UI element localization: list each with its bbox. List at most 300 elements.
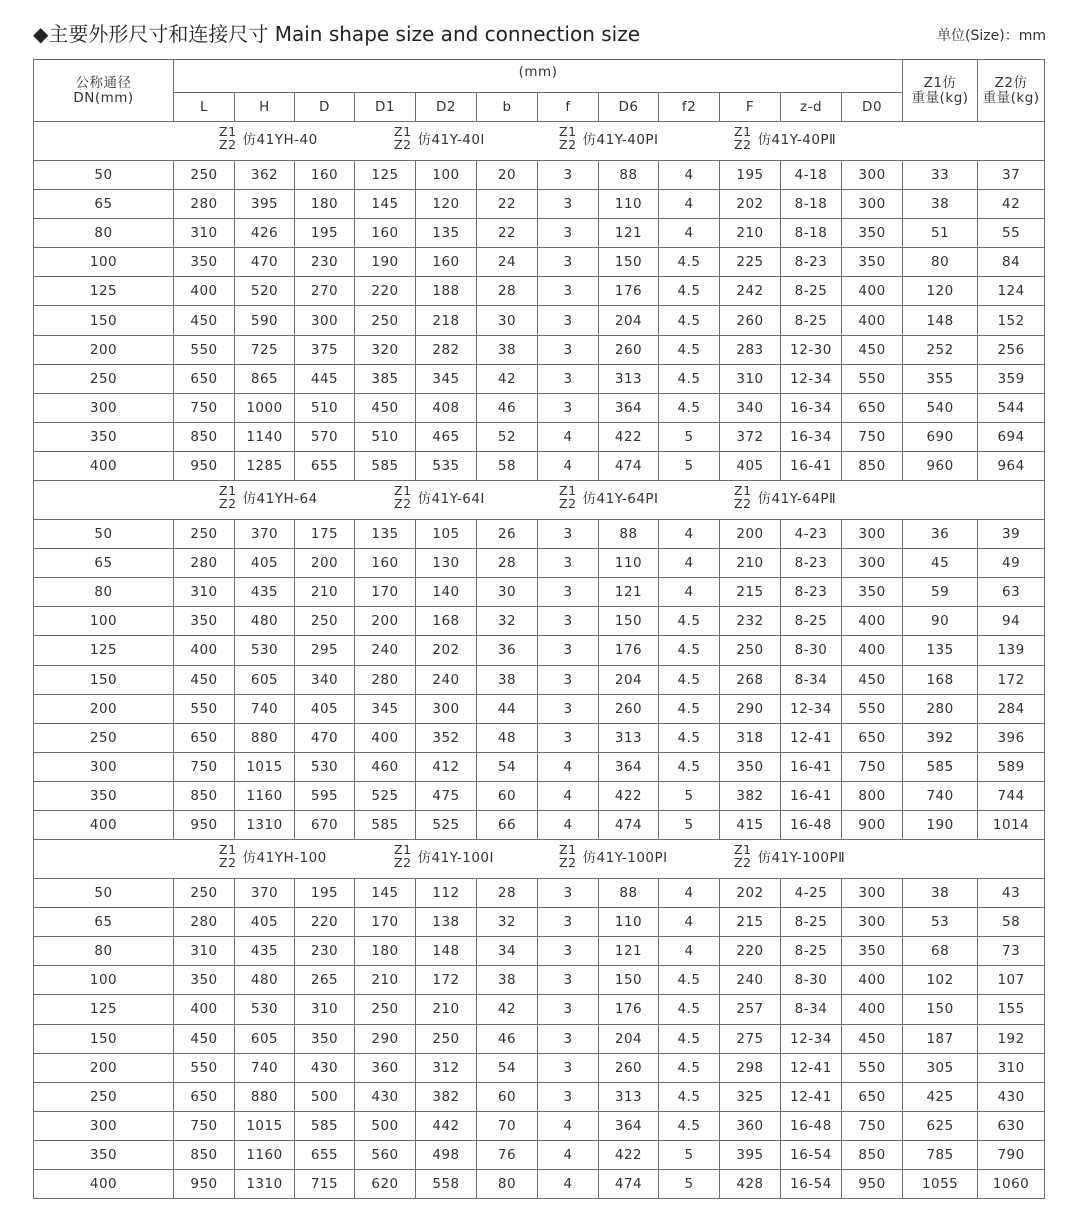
table-cell: 880 — [235, 1082, 295, 1111]
table-cell: 240 — [416, 665, 477, 694]
column-header: L — [174, 93, 235, 122]
table-cell: 3 — [538, 219, 599, 248]
table-cell: 16-54 — [781, 1140, 842, 1169]
table-cell: 430 — [355, 1082, 416, 1111]
table-cell: 5 — [659, 810, 720, 839]
table-cell: 28 — [477, 879, 538, 908]
table-cell: 60 — [477, 781, 538, 810]
table-cell: 32 — [477, 607, 538, 636]
dn-cell: 200 — [34, 694, 174, 723]
table-cell: 964 — [978, 451, 1045, 480]
table-row — [34, 277, 1045, 306]
table-cell: 250 — [355, 306, 416, 335]
table-cell: 60 — [477, 1082, 538, 1111]
table-cell: 605 — [235, 1024, 295, 1053]
model-label — [734, 843, 845, 869]
table-cell: 54 — [477, 1053, 538, 1082]
table-cell: 202 — [720, 190, 781, 219]
table-cell: 76 — [477, 1140, 538, 1169]
table-cell: 510 — [295, 393, 355, 422]
table-row — [34, 190, 1045, 219]
model-variant-stack — [559, 484, 577, 510]
table-cell: 950 — [174, 451, 235, 480]
model-variant-stack — [219, 843, 237, 869]
table-cell: 66 — [477, 810, 538, 839]
table-cell: 300 — [842, 161, 903, 190]
table-cell: 3 — [538, 1082, 599, 1111]
table-cell: 5 — [659, 451, 720, 480]
table-cell: 3 — [538, 549, 599, 578]
table-cell: 310 — [174, 578, 235, 607]
table-cell: 550 — [842, 694, 903, 723]
table-cell: 740 — [235, 694, 295, 723]
table-cell: 8-34 — [781, 995, 842, 1024]
table-cell: 535 — [416, 451, 477, 480]
table-cell: 295 — [295, 636, 355, 665]
table-cell: 16-34 — [781, 393, 842, 422]
dn-cell: 50 — [34, 879, 174, 908]
model-name: 仿41YH-64 — [242, 491, 318, 508]
table-cell: 364 — [599, 752, 659, 781]
unit-label: 单位(Size)：mm — [937, 28, 1046, 44]
table-cell: 5 — [659, 1170, 720, 1199]
table-cell: 88 — [599, 161, 659, 190]
model-z2: Z2 — [559, 496, 577, 512]
table-cell: 175 — [295, 520, 355, 549]
table-cell: 3 — [538, 966, 599, 995]
table-cell: 430 — [295, 1053, 355, 1082]
table-cell: 3 — [538, 335, 599, 364]
table-cell: 188 — [416, 277, 477, 306]
table-cell: 30 — [477, 306, 538, 335]
table-cell: 8-23 — [781, 248, 842, 277]
table-cell: 300 — [416, 694, 477, 723]
table-cell: 400 — [842, 277, 903, 306]
table-cell: 121 — [599, 937, 659, 966]
dn-cell: 250 — [34, 723, 174, 752]
table-cell: 280 — [174, 549, 235, 578]
column-header: D6 — [599, 93, 659, 122]
model-name: 仿41Y-64I — [417, 491, 485, 508]
table-cell: 350 — [174, 966, 235, 995]
table-cell: 232 — [720, 607, 781, 636]
table-cell: 1310 — [235, 810, 295, 839]
dn-cell: 100 — [34, 248, 174, 277]
table-cell: 4.5 — [659, 1053, 720, 1082]
table-cell: 350 — [842, 219, 903, 248]
table-cell: 345 — [355, 694, 416, 723]
table-cell: 744 — [978, 781, 1045, 810]
table-row — [34, 161, 1045, 190]
model-variant-stack — [394, 484, 412, 510]
table-cell: 450 — [174, 1024, 235, 1053]
table-cell: 318 — [720, 723, 781, 752]
table-cell: 415 — [720, 810, 781, 839]
table-cell: 260 — [599, 335, 659, 364]
table-cell: 280 — [174, 190, 235, 219]
table-cell: 265 — [295, 966, 355, 995]
model-label — [394, 843, 494, 869]
table-cell: 585 — [355, 810, 416, 839]
table-cell: 100 — [416, 161, 477, 190]
table-cell: 312 — [416, 1053, 477, 1082]
model-z2: Z2 — [219, 855, 237, 871]
model-label — [559, 843, 668, 869]
dn-cell: 300 — [34, 1111, 174, 1140]
table-cell: 350 — [842, 248, 903, 277]
table-cell: 121 — [599, 219, 659, 248]
column-header: z-d — [781, 93, 842, 122]
table-cell: 215 — [720, 908, 781, 937]
table-cell: 8-30 — [781, 966, 842, 995]
table-cell: 250 — [174, 520, 235, 549]
model-z2: Z2 — [559, 137, 577, 152]
table-cell: 284 — [978, 694, 1045, 723]
table-cell: 408 — [416, 393, 477, 422]
table-cell: 105 — [416, 520, 477, 549]
model-label — [219, 125, 318, 151]
table-cell: 204 — [599, 306, 659, 335]
table-cell: 400 — [174, 636, 235, 665]
model-z2: Z2 — [219, 137, 237, 152]
table-cell: 465 — [416, 422, 477, 451]
table-cell: 460 — [355, 752, 416, 781]
table-cell: 16-34 — [781, 422, 842, 451]
table-row — [34, 520, 1045, 549]
table-cell: 430 — [978, 1082, 1045, 1111]
table-cell: 558 — [416, 1170, 477, 1199]
model-label — [734, 484, 836, 510]
table-cell: 4 — [659, 549, 720, 578]
table-cell: 38 — [477, 966, 538, 995]
table-cell: 405 — [235, 549, 295, 578]
column-header: D2 — [416, 93, 477, 122]
model-name: 仿41Y-64PⅡ — [757, 491, 837, 508]
table-cell: 30 — [477, 578, 538, 607]
table-cell: 313 — [599, 364, 659, 393]
table-cell: 8-25 — [781, 306, 842, 335]
dn-cell: 250 — [34, 364, 174, 393]
dn-cell: 65 — [34, 549, 174, 578]
dn-cell: 80 — [34, 219, 174, 248]
table-cell: 450 — [174, 665, 235, 694]
table-cell: 3 — [538, 277, 599, 306]
table-cell: 46 — [477, 393, 538, 422]
dn-cell: 50 — [34, 520, 174, 549]
model-variant-stack — [559, 843, 577, 869]
table-cell: 168 — [903, 665, 978, 694]
table-cell: 450 — [174, 306, 235, 335]
table-cell: 138 — [416, 908, 477, 937]
table-cell: 4.5 — [659, 277, 720, 306]
table-cell: 650 — [174, 1082, 235, 1111]
table-cell: 28 — [477, 277, 538, 306]
table-cell: 24 — [477, 248, 538, 277]
table-cell: 650 — [174, 723, 235, 752]
table-cell: 38 — [477, 665, 538, 694]
table-cell: 300 — [842, 520, 903, 549]
table-cell: 160 — [416, 248, 477, 277]
table-cell: 190 — [903, 810, 978, 839]
table-cell: 12-34 — [781, 1024, 842, 1053]
table-cell: 22 — [477, 190, 538, 219]
table-row — [34, 578, 1045, 607]
dn-header-line1: 公称通径 — [75, 74, 132, 91]
table-cell: 44 — [477, 694, 538, 723]
table-cell: 300 — [842, 190, 903, 219]
table-cell: 310 — [174, 219, 235, 248]
table-cell: 176 — [599, 636, 659, 665]
table-cell: 400 — [174, 995, 235, 1024]
table-cell: 422 — [599, 422, 659, 451]
model-label — [219, 484, 318, 510]
table-cell: 450 — [355, 393, 416, 422]
table-cell: 1055 — [903, 1170, 978, 1199]
table-cell: 525 — [355, 781, 416, 810]
table-cell: 1310 — [235, 1170, 295, 1199]
header-row-columns — [34, 93, 1045, 122]
table-row — [34, 937, 1045, 966]
table-cell: 405 — [295, 694, 355, 723]
table-cell: 120 — [903, 277, 978, 306]
table-cell: 4 — [659, 879, 720, 908]
table-cell: 270 — [295, 277, 355, 306]
table-cell: 110 — [599, 190, 659, 219]
table-cell: 880 — [235, 723, 295, 752]
table-cell: 204 — [599, 1024, 659, 1053]
table-cell: 550 — [842, 364, 903, 393]
model-z2: Z2 — [734, 137, 752, 152]
table-cell: 45 — [903, 549, 978, 578]
table-cell: 3 — [538, 393, 599, 422]
table-cell: 202 — [720, 879, 781, 908]
table-cell: 4-23 — [781, 520, 842, 549]
table-cell: 4 — [659, 219, 720, 248]
table-cell: 585 — [903, 752, 978, 781]
table-cell: 3 — [538, 1024, 599, 1053]
table-cell: 8-18 — [781, 190, 842, 219]
table-cell: 215 — [720, 578, 781, 607]
table-cell: 5 — [659, 422, 720, 451]
table-cell: 950 — [174, 810, 235, 839]
table-row — [34, 422, 1045, 451]
model-z1: Z1 — [394, 483, 412, 499]
table-cell: 740 — [235, 1053, 295, 1082]
table-cell: 257 — [720, 995, 781, 1024]
table-cell: 4 — [659, 190, 720, 219]
column-header: H — [235, 93, 295, 122]
table-cell: 170 — [355, 578, 416, 607]
table-cell: 359 — [978, 364, 1045, 393]
table-cell: 225 — [720, 248, 781, 277]
table-cell: 4.5 — [659, 636, 720, 665]
model-variant-stack — [394, 843, 412, 869]
table-cell: 540 — [903, 393, 978, 422]
table-cell: 4 — [538, 810, 599, 839]
table-cell: 395 — [720, 1140, 781, 1169]
table-cell: 145 — [355, 879, 416, 908]
dn-cell: 300 — [34, 752, 174, 781]
table-cell: 362 — [235, 161, 295, 190]
table-cell: 12-34 — [781, 694, 842, 723]
table-cell: 5 — [659, 1140, 720, 1169]
table-cell: 70 — [477, 1111, 538, 1140]
table-cell: 1000 — [235, 393, 295, 422]
table-cell: 445 — [295, 364, 355, 393]
table-cell: 170 — [355, 908, 416, 937]
table-cell: 39 — [978, 520, 1045, 549]
table-cell: 3 — [538, 520, 599, 549]
table-cell: 694 — [978, 422, 1045, 451]
table-cell: 690 — [903, 422, 978, 451]
table-cell: 58 — [978, 908, 1045, 937]
table-cell: 110 — [599, 908, 659, 937]
table-cell: 16-41 — [781, 451, 842, 480]
table-row — [34, 219, 1045, 248]
table-cell: 850 — [174, 1140, 235, 1169]
table-cell: 300 — [842, 908, 903, 937]
table-cell: 8-25 — [781, 908, 842, 937]
table-row — [34, 335, 1045, 364]
table-cell: 4 — [659, 578, 720, 607]
table-cell: 12-41 — [781, 1082, 842, 1111]
table-cell: 1160 — [235, 781, 295, 810]
table-row — [34, 810, 1045, 839]
table-cell: 313 — [599, 1082, 659, 1111]
table-cell: 1014 — [978, 810, 1045, 839]
table-cell: 230 — [295, 248, 355, 277]
table-cell: 425 — [903, 1082, 978, 1111]
table-cell: 1015 — [235, 1111, 295, 1140]
table-cell: 80 — [903, 248, 978, 277]
table-cell: 20 — [477, 161, 538, 190]
model-variant-stack — [734, 484, 752, 510]
table-cell: 290 — [720, 694, 781, 723]
table-cell: 300 — [295, 306, 355, 335]
model-variant-stack — [734, 125, 752, 151]
table-cell: 1015 — [235, 752, 295, 781]
table-cell: 3 — [538, 937, 599, 966]
model-z1: Z1 — [394, 124, 412, 139]
model-z1: Z1 — [394, 842, 412, 858]
table-cell: 180 — [355, 937, 416, 966]
table-cell: 73 — [978, 937, 1045, 966]
z2-weight-header — [978, 60, 1045, 122]
table-cell: 442 — [416, 1111, 477, 1140]
table-cell: 4.5 — [659, 995, 720, 1024]
table-cell: 4.5 — [659, 306, 720, 335]
table-cell: 396 — [978, 723, 1045, 752]
table-cell: 750 — [174, 1111, 235, 1140]
table-cell: 300 — [842, 549, 903, 578]
table-cell: 450 — [842, 335, 903, 364]
table-cell: 4 — [538, 1111, 599, 1140]
table-cell: 550 — [174, 694, 235, 723]
table-cell: 260 — [720, 306, 781, 335]
dn-cell: 65 — [34, 190, 174, 219]
table-cell: 250 — [355, 995, 416, 1024]
table-cell: 160 — [295, 161, 355, 190]
column-header: f2 — [659, 93, 720, 122]
model-z1: Z1 — [559, 124, 577, 139]
table-cell: 260 — [599, 1053, 659, 1082]
table-cell: 43 — [978, 879, 1045, 908]
dn-cell: 150 — [34, 306, 174, 335]
table-cell: 313 — [599, 723, 659, 752]
table-cell: 382 — [720, 781, 781, 810]
table-cell: 8-23 — [781, 578, 842, 607]
table-cell: 195 — [720, 161, 781, 190]
section-header-row — [34, 840, 1045, 879]
table-cell: 121 — [599, 578, 659, 607]
table-cell: 4 — [659, 937, 720, 966]
table-cell: 16-41 — [781, 781, 842, 810]
table-cell: 46 — [477, 1024, 538, 1053]
dn-cell: 400 — [34, 810, 174, 839]
table-cell: 140 — [416, 578, 477, 607]
table-cell: 220 — [295, 908, 355, 937]
table-cell: 3 — [538, 665, 599, 694]
table-cell: 740 — [903, 781, 978, 810]
table-cell: 480 — [235, 966, 295, 995]
table-cell: 900 — [842, 810, 903, 839]
table-cell: 260 — [599, 694, 659, 723]
table-cell: 33 — [903, 161, 978, 190]
table-cell: 400 — [842, 636, 903, 665]
table-row — [34, 966, 1045, 995]
table-cell: 405 — [235, 908, 295, 937]
table-cell: 370 — [235, 520, 295, 549]
table-cell: 392 — [903, 723, 978, 752]
table-cell: 3 — [538, 995, 599, 1024]
table-cell: 38 — [903, 190, 978, 219]
table-cell: 54 — [477, 752, 538, 781]
table-cell: 112 — [416, 879, 477, 908]
table-cell: 480 — [235, 607, 295, 636]
table-cell: 148 — [416, 937, 477, 966]
table-cell: 8-25 — [781, 607, 842, 636]
table-cell: 210 — [720, 219, 781, 248]
table-cell: 4-18 — [781, 161, 842, 190]
page-title: ◆主要外形尺寸和连接尺寸 Main shape size and connection size — [33, 22, 641, 46]
column-header: F — [720, 93, 781, 122]
table-cell: 4.5 — [659, 248, 720, 277]
table-row — [34, 781, 1045, 810]
table-cell: 250 — [174, 879, 235, 908]
table-cell: 4.5 — [659, 752, 720, 781]
table-cell: 240 — [355, 636, 416, 665]
table-cell: 282 — [416, 335, 477, 364]
table-cell: 135 — [355, 520, 416, 549]
table-cell: 180 — [295, 190, 355, 219]
dn-cell: 100 — [34, 607, 174, 636]
table-cell: 4.5 — [659, 393, 720, 422]
model-z1: Z1 — [219, 842, 237, 858]
table-cell: 350 — [174, 607, 235, 636]
table-cell: 4 — [538, 1140, 599, 1169]
dn-cell: 200 — [34, 1053, 174, 1082]
table-cell: 210 — [416, 995, 477, 1024]
table-cell: 865 — [235, 364, 295, 393]
table-cell: 32 — [477, 908, 538, 937]
table-cell: 280 — [903, 694, 978, 723]
table-cell: 42 — [978, 190, 1045, 219]
table-cell: 1060 — [978, 1170, 1045, 1199]
table-cell: 650 — [842, 393, 903, 422]
table-cell: 1140 — [235, 422, 295, 451]
table-row — [34, 451, 1045, 480]
table-cell: 4.5 — [659, 694, 720, 723]
